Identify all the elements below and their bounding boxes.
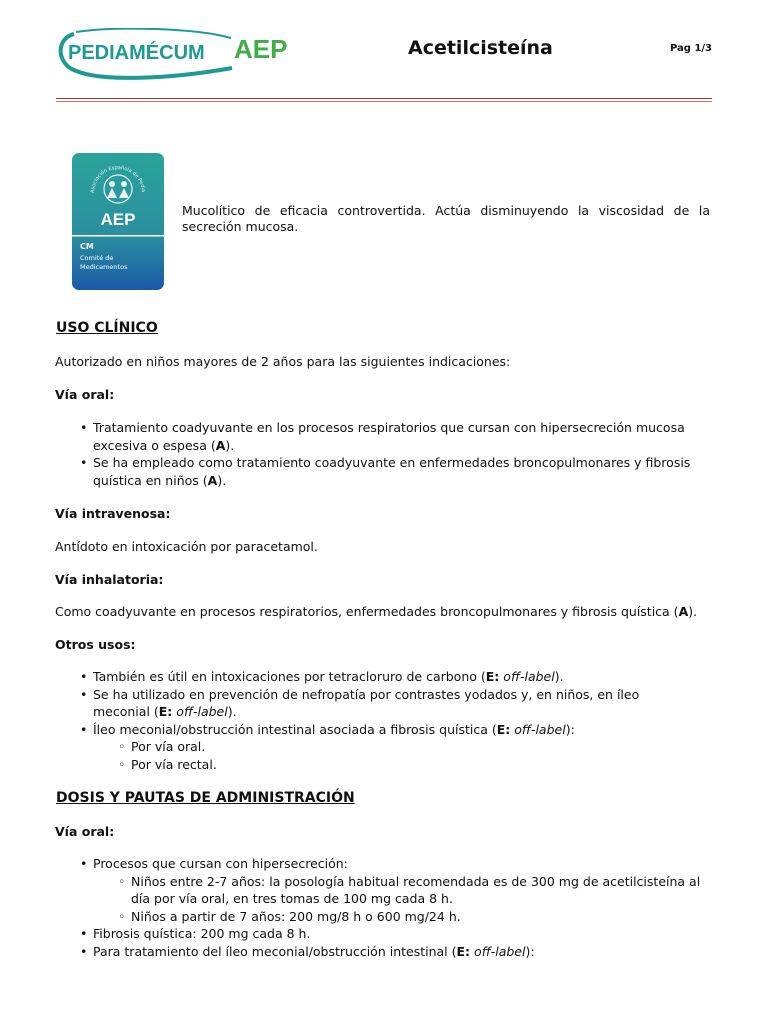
otros-usos-list [78, 668, 718, 773]
header-rule-bottom [56, 101, 712, 102]
sub-list-item: ◦ Niños entre 2-7 años: la posología habitual recomendada es de 300 mg de acetilcisteína al día por vía oral, en tres tomas de 100 mg cada 8 h. [78, 873, 711, 908]
subheading-inhalatoria: Vía inhalatoria: [55, 572, 164, 587]
sub-list-item: ◦ Por vía rectal. [78, 756, 718, 774]
list-item: • Tratamiento coadyuvante en los procesos respiratorios que cursan con hipersecreción mucosa excesiva o espesa (A). [78, 419, 718, 454]
list-item: • Se ha empleado como tratamiento coadyuvante en enfermedades broncopulmonares y fibrosis quística en niños (A). [78, 454, 718, 489]
authorized-text: Autorizado en niños mayores de 2 años para las siguientes indicaciones: [55, 354, 511, 369]
inhalatoria-text: Como coadyuvante en procesos respiratorios, enfermedades broncopulmonares y fibrosis quística (A). [55, 604, 698, 619]
iv-text: Antídoto en intoxicación por paracetamol. [55, 539, 318, 554]
list-item: • Para tratamiento del íleo meconial/obstrucción intestinal (E: off-label): [78, 943, 718, 961]
subheading-intravenosa: Vía intravenosa: [55, 506, 171, 521]
list-item: • Íleo meconial/obstrucción intestinal asociada a fibrosis quística (E: off-label): [78, 721, 718, 739]
dosis-oral-list [78, 855, 718, 960]
pediamecum-aep-logo [56, 28, 301, 80]
oral-indications-list [78, 419, 718, 489]
badge-acronym: AEP [100, 210, 136, 229]
intro-description: Mucolítico de eficacia controvertida. Actúa disminuyendo la viscosidad de la secreción mucosa. [182, 203, 710, 234]
section-heading-dosis: DOSIS Y PAUTAS DE ADMINISTRACIÓN [56, 790, 355, 806]
list-item: • Fibrosis quística: 200 mg cada 8 h. [78, 925, 718, 943]
sub-list-item: ◦ Por vía oral. [78, 738, 718, 756]
list-item: • Se ha utilizado en prevención de nefropatía por contrastes yodados y, en niños, en íleo meconial (E: off-label). [78, 686, 653, 721]
badge-cm: CM [80, 242, 94, 251]
document-title: Acetilcisteína [408, 37, 553, 59]
list-item: • Procesos que cursan con hipersecreción: [78, 855, 718, 873]
header-rule-top [56, 98, 712, 99]
aep-committee-badge [72, 153, 164, 290]
logo-text: PEDIAMÉCUM [68, 42, 205, 64]
page-number: Pag 1/3 [670, 43, 713, 54]
list-item: • También es útil en intoxicaciones por tetracloruro de carbono (E: off-label). [78, 668, 718, 686]
subheading-oral: Vía oral: [55, 387, 115, 402]
subheading-otros-usos: Otros usos: [55, 637, 136, 652]
badge-committee-line2: Medicamentos [80, 263, 128, 271]
badge-committee-line1: Comité de [80, 254, 114, 262]
sub-list-item: ◦ Niños a partir de 7 años: 200 mg/8 h o 600 mg/24 h. [78, 908, 718, 926]
subheading-dosis-oral: Vía oral: [55, 824, 115, 839]
section-heading-uso-clinico: USO CLÍNICO [56, 320, 158, 336]
logo-suffix: AEP [234, 34, 288, 64]
badge-arc-text: Asociación Española de Pedia [89, 164, 147, 194]
